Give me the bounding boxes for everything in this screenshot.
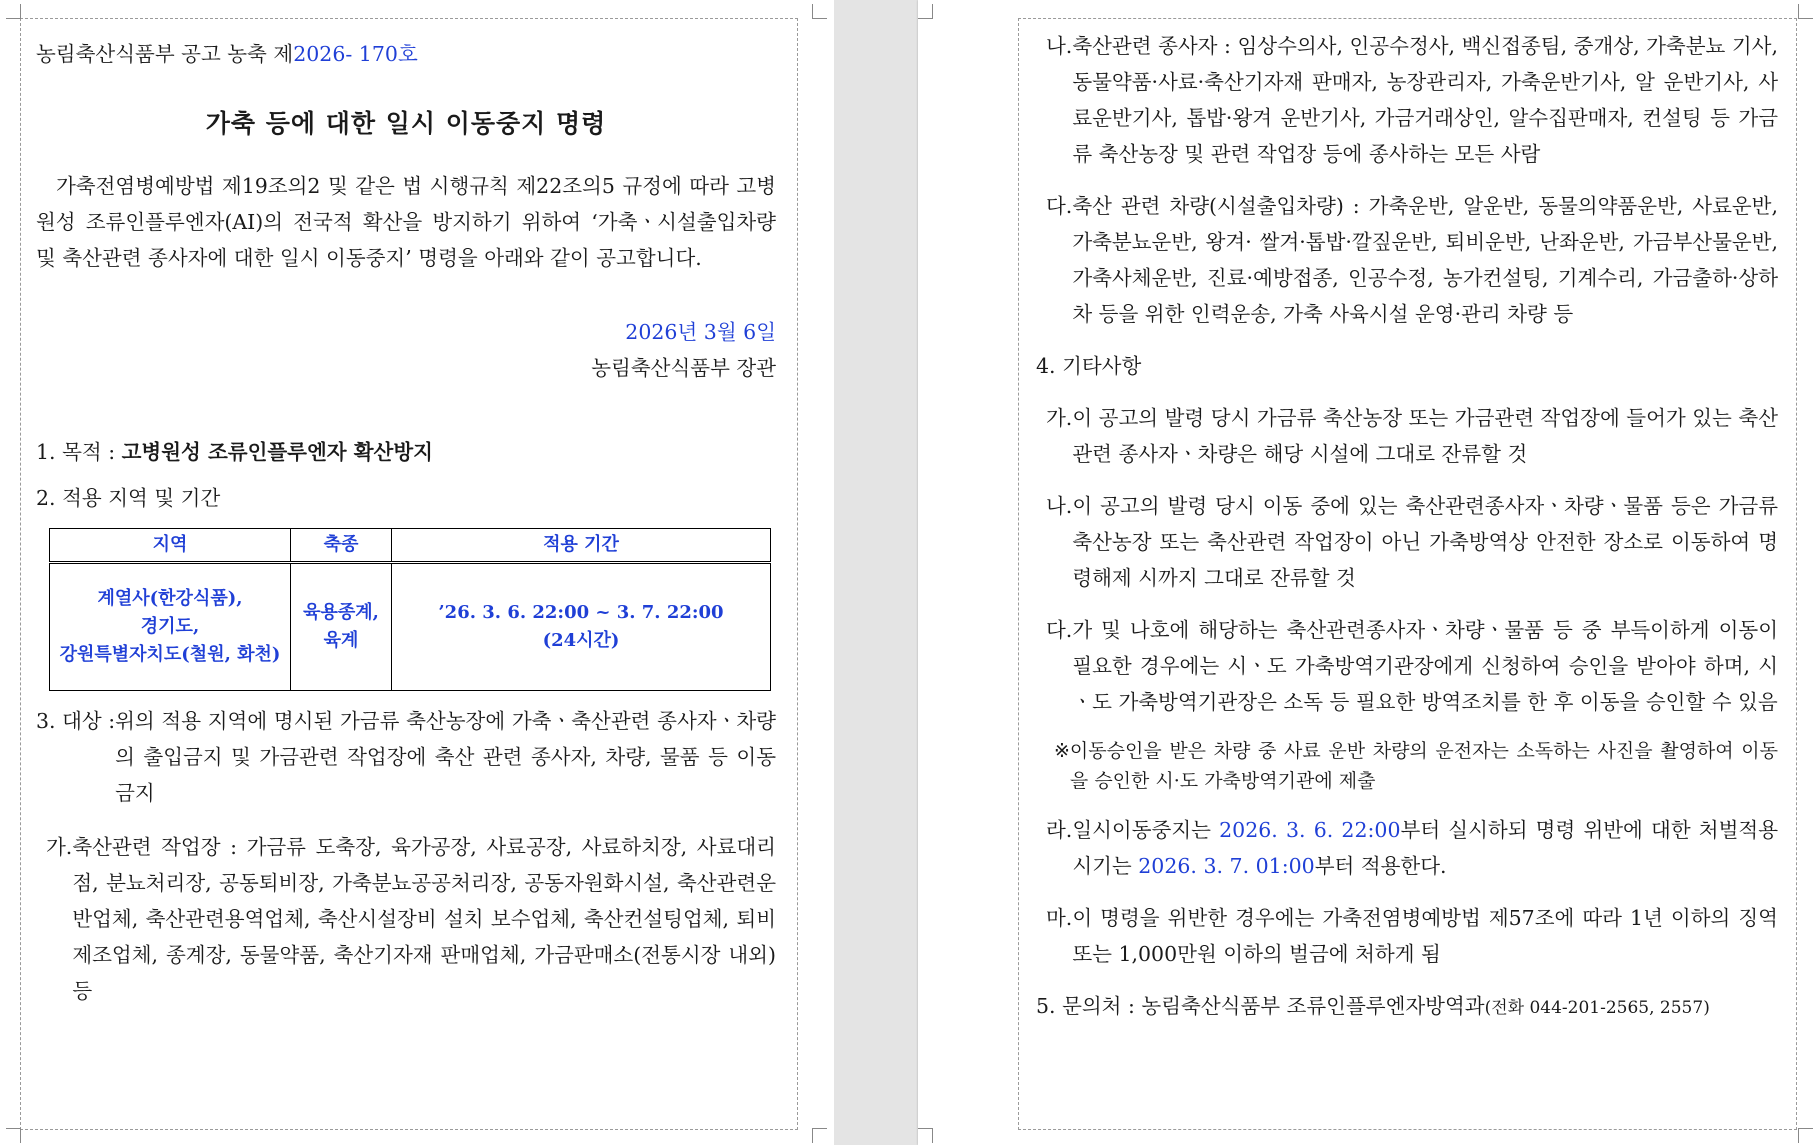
- item-body: 이 명령을 위반한 경우에는 가축전염병예방법 제57조에 따라 1년 이하의 징역 또는 1,000만원 이하의 벌금에 처하게 됨: [1072, 906, 1778, 966]
- contact-phone: (전화 044-201-2565, 2557): [1484, 998, 1710, 1018]
- section-1-label: 1. 목적 :: [36, 440, 122, 464]
- page-corner-mark: [6, 4, 21, 19]
- signature-block: [36, 314, 776, 386]
- item-body: 축산관련 종사자 : 임상수의사, 인공수정사, 백신접종팀, 중개상, 가축분뇨 기사, 동물약품·사료·축산기자재 판매자, 농장관리자, 가축운반기사, 알 운반기사, 사료운반기사, 톱밥·왕겨 운반기사, 가금거래상인, 알수집판매자, 컨설팅 등 가금류 축산농장 및 관련 작업장 등에 종사하는 모든 사람: [1072, 34, 1778, 166]
- issue-date: 2026년 3월 6일: [625, 320, 776, 344]
- item-marker: 나.: [1046, 494, 1073, 518]
- page-corner-mark: [812, 4, 827, 19]
- note-item: [1036, 736, 1778, 796]
- section-4-item-ga: [1036, 400, 1778, 472]
- section-3-item-da: [1036, 188, 1778, 332]
- item-marker: 마.: [1046, 906, 1073, 930]
- notice-number: 2026- 170: [293, 42, 398, 66]
- table-header-period: 적용 기간: [392, 529, 771, 563]
- start-datetime: 2026. 3. 6. 22:00: [1219, 818, 1401, 842]
- section-1-purpose: [36, 434, 776, 470]
- section-2-heading: 2. 적용 지역 및 기간: [36, 486, 221, 510]
- document-title: 가축 등에 대한 일시 이동중지 명령: [205, 109, 607, 138]
- text-run: 일시이동중지는: [1072, 818, 1220, 842]
- section-4-item-ra: [1036, 812, 1778, 884]
- table-cell-species: [291, 563, 392, 691]
- notice-suffix: 호: [397, 42, 418, 66]
- intro-paragraph: 가축전염병예방법 제19조의2 및 같은 법 시행규칙 제22조의5 규정에 따라 고병원성 조류인플루엔자(AI)의 전국적 확산을 방지하기 위하여 ‘가축ㆍ시설출입차량 및 축산관련 종사자에 대한 일시 이동중지’ 명령을 아래와 같이 공고합니다.: [36, 174, 776, 270]
- note-body: 이동승인을 받은 차량 중 사료 운반 차량의 운전자는 소독하는 사진을 촬영하여 이동을 승인한 시·도 가축방역기관에 제출: [1069, 740, 1778, 792]
- page-corner-mark: [1798, 1128, 1813, 1143]
- text-run: 부터 실시하되 명령 위반에 대한 처벌적용시기는: [1072, 818, 1779, 878]
- page-corner-mark: [812, 1128, 827, 1143]
- region-line: 경기도,: [140, 616, 200, 637]
- section-3-label: 3. 대상 :: [36, 709, 116, 733]
- page-corner-mark: [918, 4, 933, 19]
- item-marker: 가.: [46, 835, 73, 859]
- note-marker: ※: [1054, 740, 1070, 762]
- penalty-datetime: 2026. 3. 7. 01:00: [1138, 854, 1315, 878]
- region-line: 강원특별자치도(철원, 화천): [59, 644, 281, 665]
- item-body: 축산관련 작업장 : 가금류 도축장, 육가공장, 사료공장, 사료하치장, 사료대리점, 분뇨처리장, 공동퇴비장, 가축분뇨공공처리장, 공동자원화시설, 축산관련운반업체, 축산관련용역업체, 축산시설장비 설치 보수업체, 축산컨설팅업체, 퇴비제조업체, 종계장, 동물약품, 축산기자재 판매업체, 가금판매소(전통시장 내외) 등: [72, 835, 776, 1003]
- page-corner-mark: [918, 1128, 933, 1143]
- item-body: 가 및 나호에 해당하는 축산관련종사자ㆍ차량ㆍ물품 등 중 부득이하게 이동이 필요한 경우에는 시ㆍ도 가축방역기관장에게 신청하여 승인을 받아야 하며, 시ㆍ도 가축방역기관장은 소독 등 필요한 방역조치를 한 후 이동을 승인할 수 있음: [1072, 618, 1778, 714]
- region-line: 계열사(한강식품),: [97, 588, 243, 609]
- item-marker: 다.: [1046, 618, 1073, 642]
- document-page-right: [918, 0, 1820, 1145]
- text-run: 부터 적용한다.: [1314, 854, 1447, 878]
- item-body: 축산 관련 차량(시설출입차량) : 가축운반, 알운반, 동물의약품운반, 사료운반, 가축분뇨운반, 왕겨· 쌀겨·톱밥·깔짚운반, 퇴비운반, 난좌운반, 가금부산물운반, 가축사체운반, 진료·예방접종, 인공수정, 농가컨설팅, 기계수리, 가금출하·상하차 등을 위한 인력운송, 가축 사육시설 운영·관리 차량 등: [1072, 194, 1778, 326]
- period-line: ’26. 3. 6. 22:00 ~ 3. 7. 22:00: [438, 602, 724, 623]
- species-line: 육용종계,: [303, 602, 379, 623]
- table-header-species: 축종: [291, 529, 392, 563]
- right-page-content: [1036, 28, 1778, 1026]
- item-body: 이 공고의 발령 당시 가금류 축산농장 또는 가금관련 작업장에 들어가 있는 축산관련 종사자ㆍ차량은 해당 시설에 그대로 잔류할 것: [1072, 406, 1778, 466]
- section-3-target: [36, 703, 776, 811]
- item-marker: 가.: [1046, 406, 1073, 430]
- item-marker: 라.: [1046, 818, 1073, 842]
- section-3-item-ga: [36, 829, 776, 1009]
- table-header-region: 지역: [50, 529, 291, 563]
- section-3-item-na: [1036, 28, 1778, 172]
- notice-prefix: 농림축산식품부 공고 농축 제: [36, 42, 294, 66]
- page-corner-mark: [1798, 4, 1813, 19]
- section-4-heading: 4. 기타사항: [1036, 354, 1142, 378]
- table-row: [50, 563, 771, 691]
- section-1-value: 고병원성 조류인플루엔자 확산방지: [121, 440, 433, 464]
- region-period-table: [49, 528, 771, 691]
- notice-number-line: [36, 36, 776, 72]
- page-gap: [834, 0, 918, 1145]
- section-4-item-na: [1036, 488, 1778, 596]
- species-line: 육계: [323, 630, 359, 651]
- page-corner-mark: [6, 1128, 21, 1143]
- left-page-content: [36, 36, 776, 1009]
- section-4-item-ma: [1036, 900, 1778, 972]
- item-marker: 나.: [1046, 34, 1073, 58]
- item-body: 이 공고의 발령 당시 이동 중에 있는 축산관련종사자ㆍ차량ㆍ물품 등은 가금류 축산농장 또는 축산관련 작업장이 아닌 가축방역상 안전한 장소로 이동하여 명령해제 시까지 그대로 잔류할 것: [1072, 494, 1778, 590]
- table-cell-region: [50, 563, 291, 691]
- item-marker: 다.: [1046, 194, 1073, 218]
- table-cell-period: [392, 563, 771, 691]
- section-4-item-da: [1036, 612, 1778, 720]
- section-5-contact: [1036, 988, 1778, 1026]
- section-3-body: 위의 적용 지역에 명시된 가금류 축산농장에 가축ㆍ축산관련 종사자ㆍ차량의 출입금지 및 가금관련 작업장에 축산 관련 종사자, 차량, 물품 등 이동 금지: [115, 709, 776, 805]
- period-line: (24시간): [542, 630, 620, 651]
- issuer: 농림축산식품부 장관: [591, 356, 776, 380]
- document-page-left: [0, 0, 834, 1145]
- contact-label: 5. 문의처 : 농림축산식품부 조류인플루엔자방역과: [1036, 994, 1485, 1018]
- item-body: [1072, 812, 1778, 884]
